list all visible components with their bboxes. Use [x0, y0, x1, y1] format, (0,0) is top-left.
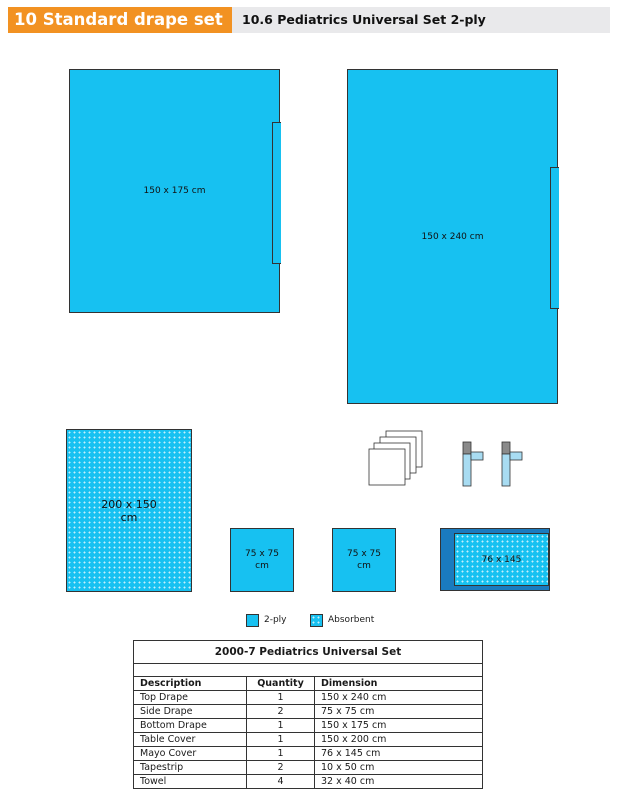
legend-2ply-swatch — [246, 614, 259, 627]
table-row — [134, 733, 483, 747]
legend-2ply-label: 2-ply — [264, 615, 287, 625]
drape-150x175 — [69, 69, 280, 313]
cell-dimension: 150 x 200 cm — [315, 733, 483, 747]
drape-75x75-right — [332, 528, 396, 592]
drape-75x75-left — [230, 528, 294, 592]
cell-description: Top Drape — [134, 691, 247, 705]
table-row — [134, 747, 483, 761]
product-table — [133, 640, 483, 789]
cell-description: Table Cover — [134, 733, 247, 747]
drape-200x150 — [66, 429, 192, 592]
table-row — [134, 691, 483, 705]
table-row — [134, 705, 483, 719]
cell-quantity: 4 — [247, 775, 315, 789]
col-quantity: Quantity — [247, 677, 315, 691]
tapestrip-icon-1 — [459, 440, 487, 488]
legend-absorbent-label: Absorbent — [328, 615, 375, 625]
cell-dimension: 150 x 240 cm — [315, 691, 483, 705]
drape-75x75-right-label: 75 x 75 cm — [347, 549, 381, 571]
drape-150x240 — [347, 69, 558, 404]
cell-dimension: 76 x 145 cm — [315, 747, 483, 761]
section-title: 10 Standard drape set — [8, 7, 232, 33]
drape-76x145-label: 76 x 145 — [481, 554, 522, 565]
table-row — [134, 719, 483, 733]
cell-description: Side Drape — [134, 705, 247, 719]
drape-150x240-label: 150 x 240 cm — [421, 231, 484, 242]
drape-76x145 — [440, 528, 550, 591]
cell-description: Mayo Cover — [134, 747, 247, 761]
cell-description: Bottom Drape — [134, 719, 247, 733]
table-header-row — [134, 677, 483, 691]
table-row — [134, 775, 483, 789]
cell-description: Tapestrip — [134, 761, 247, 775]
drape-150x175-tab — [272, 122, 281, 264]
drape-150x175-label: 150 x 175 cm — [143, 186, 206, 196]
table-row — [134, 761, 483, 775]
col-dimension: Dimension — [315, 677, 483, 691]
towel-stack-icon — [368, 430, 424, 486]
legend-absorbent-swatch — [310, 614, 323, 627]
drape-76x145-inner — [454, 533, 549, 586]
cell-dimension: 32 x 40 cm — [315, 775, 483, 789]
cell-dimension: 10 x 50 cm — [315, 761, 483, 775]
table-spacer — [134, 664, 483, 677]
cell-quantity: 1 — [247, 733, 315, 747]
drape-200x150-label: 200 x 150 cm — [101, 497, 157, 524]
table-title: 2000-7 Pediatrics Universal Set — [134, 641, 483, 664]
cell-dimension: 75 x 75 cm — [315, 705, 483, 719]
cell-description: Towel — [134, 775, 247, 789]
page-subtitle: 10.6 Pediatrics Universal Set 2-ply — [232, 7, 610, 33]
cell-quantity: 1 — [247, 691, 315, 705]
drape-150x240-tab — [550, 167, 559, 309]
drape-75x75-left-label: 75 x 75 cm — [245, 549, 279, 571]
cell-dimension: 150 x 175 cm — [315, 719, 483, 733]
cell-quantity: 2 — [247, 705, 315, 719]
col-description: Description — [134, 677, 247, 691]
cell-quantity: 1 — [247, 747, 315, 761]
tapestrip-icon-2 — [498, 440, 526, 488]
cell-quantity: 1 — [247, 719, 315, 733]
cell-quantity: 2 — [247, 761, 315, 775]
